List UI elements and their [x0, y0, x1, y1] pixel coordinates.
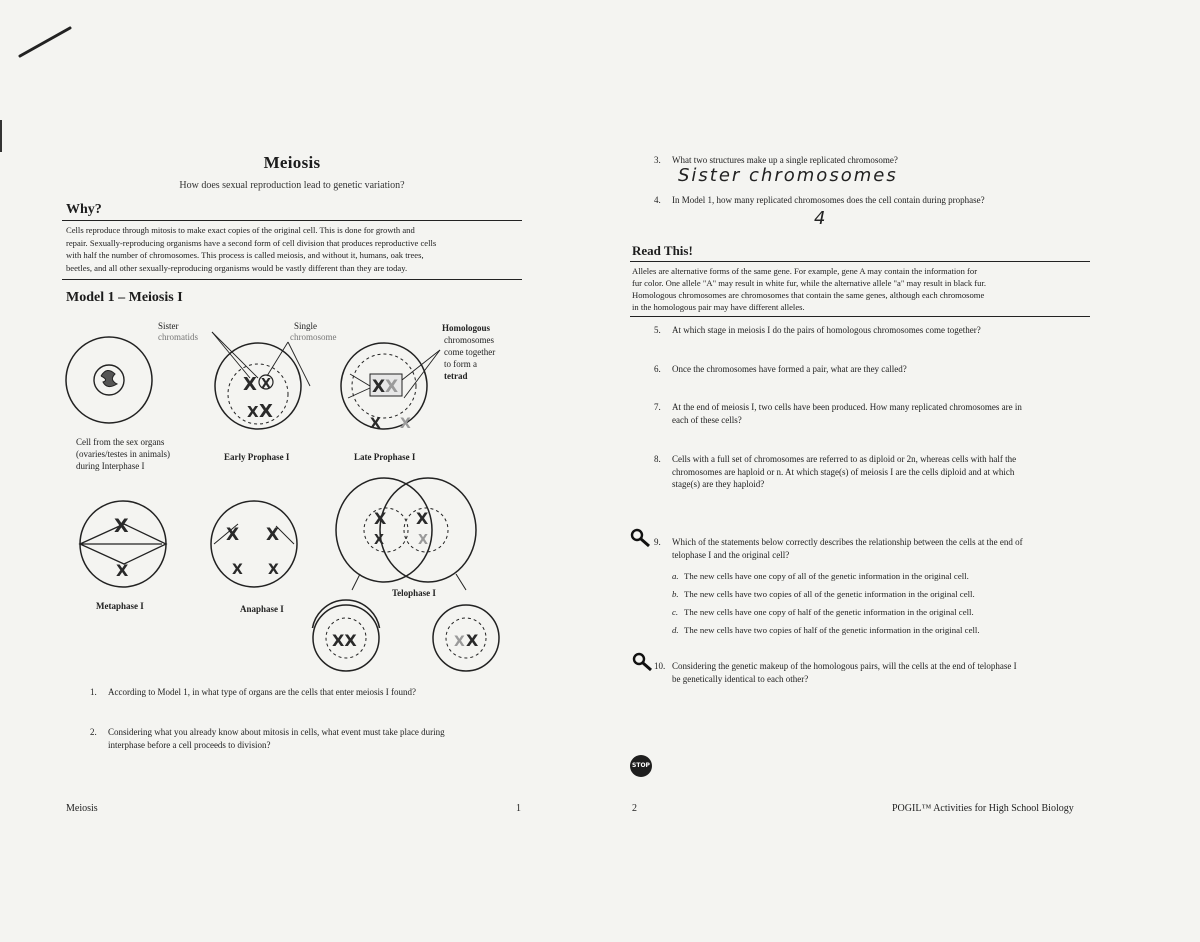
option-letter: b.: [672, 589, 679, 599]
question-number: 6.: [654, 364, 661, 374]
svg-text:X: X: [261, 377, 272, 392]
why-line: with half the number of chromosomes. This process is called meiosis, and without it, humans, oak trees,: [66, 250, 424, 260]
read-this-heading: Read This!: [632, 243, 693, 258]
model-heading: Model 1 – Meiosis I: [66, 290, 183, 305]
read-this-line: fur color. One allele "A" may result in white fur, while the alternative allele "a" may result in black fur.: [632, 278, 986, 288]
question-text: Cells with a full set of chromosomes are referred to as diploid or 2n, whereas cells with half the: [672, 454, 1017, 464]
label-late-prophase: Late Prophase I: [354, 452, 416, 462]
handwritten-answer-3: Sister chromosomes: [678, 165, 898, 186]
svg-text:X: X: [372, 377, 386, 397]
svg-text:XX: XX: [332, 631, 357, 650]
svg-text:X: X: [385, 377, 399, 397]
svg-text:X: X: [268, 562, 279, 578]
question-7: [654, 401, 1090, 426]
question-2: [90, 726, 520, 751]
option-b: [672, 589, 975, 599]
page-edge-mark: [0, 120, 2, 152]
read-this-line: in the homologous pair may have different alleles.: [632, 302, 805, 312]
footer-page-number: 1: [516, 803, 521, 814]
svg-text:X: X: [400, 416, 411, 432]
why-heading: Why?: [66, 202, 102, 217]
anaphase-cell: [211, 501, 297, 587]
question-text-cont: chromosomes are haploid or n. At which stage(s) of meiosis I are the cells diploid and at which: [672, 466, 1015, 477]
label-homologous-2: chromosomes: [444, 335, 494, 345]
option-text: The new cells have one copy of all of the genetic information in the original cell.: [684, 571, 969, 581]
label-early-prophase: Early Prophase I: [224, 452, 290, 462]
question-text-cont: be genetically identical to each other?: [672, 673, 809, 684]
svg-text:X: X: [114, 515, 129, 537]
svg-text:X: X: [374, 533, 385, 548]
question-text: Considering what you already know about mitosis in cells, what event must take place during: [108, 727, 445, 737]
question-text: In Model 1, how many replicated chromosomes does the cell contain during prophase?: [672, 195, 985, 205]
label-chromatids: chromatids: [158, 332, 198, 342]
why-rule-top: [62, 220, 522, 221]
why-line: repair. Sexually-reproducing organisms have a second form of cell division that produces reproductive cells: [66, 237, 437, 248]
daughter-cells: [310, 600, 510, 680]
question-text-cont: each of these cells?: [672, 414, 742, 425]
footer-page-number: 2: [632, 803, 637, 814]
svg-text:X: X: [232, 562, 243, 578]
handwritten-answer-4: 4: [814, 208, 828, 229]
label-homologous-4: to form a: [444, 359, 477, 369]
question-text: At the end of meiosis I, two cells have been produced. How many replicated chromosomes are in: [672, 402, 1022, 412]
question-number: 8.: [654, 454, 661, 464]
read-this-line: Homologous chromosomes are chromosomes that contain the same genes, although each chromosome: [632, 290, 985, 300]
footer-left-label: Meiosis: [66, 803, 98, 814]
option-letter: d.: [672, 625, 679, 635]
option-c: [672, 607, 974, 617]
stop-sign-icon: STOP: [630, 755, 652, 777]
question-text: At which stage in meiosis I do the pairs of homologous chromosomes come together?: [672, 325, 981, 335]
question-number: 2.: [90, 727, 97, 737]
label-tetrad: tetrad: [444, 371, 468, 381]
question-text-cont: telophase I and the original cell?: [672, 549, 790, 560]
page-title: Meiosis: [263, 153, 321, 172]
svg-text:X: X: [466, 631, 479, 650]
read-this-paragraph: [632, 265, 1088, 313]
option-letter: c.: [672, 607, 679, 617]
label-homologous: Homologous: [442, 323, 491, 333]
magnifier-icon: [630, 528, 652, 548]
page-subtitle: How does sexual reproduction lead to genetic variation?: [179, 180, 405, 191]
svg-text:X: X: [116, 561, 129, 580]
why-paragraph: [66, 224, 522, 274]
question-text: Which of the statements below correctly describes the relationship between the cells at the end of: [672, 537, 1023, 547]
question-number: 5.: [654, 325, 661, 335]
interphase-cell: [66, 337, 152, 423]
label-chromosome: chromosome: [290, 332, 337, 342]
label-cell-interphase: during Interphase I: [76, 461, 145, 471]
label-anaphase: Anaphase I: [240, 604, 284, 614]
question-number: 9.: [654, 537, 661, 547]
label-metaphase: Metaphase I: [96, 601, 144, 611]
label-telophase: Telophase I: [392, 588, 436, 598]
question-1: [90, 686, 520, 699]
svg-text:X: X: [454, 634, 465, 650]
telophase-cell: [336, 478, 476, 590]
svg-text:X: X: [416, 509, 429, 528]
svg-text:X: X: [259, 401, 273, 422]
option-letter: a.: [672, 571, 679, 581]
svg-text:X: X: [370, 416, 381, 432]
meiosis-diagram: [62, 318, 522, 628]
option-text: The new cells have one copy of half of the genetic information in the original cell.: [684, 607, 974, 617]
read-this-rule-top: [630, 261, 1090, 262]
label-sister: Sister: [158, 321, 179, 331]
right-page: [630, 0, 1090, 942]
question-number: 3.: [654, 155, 661, 165]
label-single: Single: [294, 321, 318, 331]
option-d: [672, 625, 980, 635]
question-number: 7.: [654, 402, 661, 412]
late-prophase-cell: [341, 343, 440, 432]
question-number: 4.: [654, 195, 661, 205]
question-text-cont: stage(s) are they haploid?: [672, 479, 765, 489]
metaphase-cell: [80, 501, 166, 587]
why-rule-bottom: [62, 279, 522, 280]
read-this-rule-bottom: [630, 316, 1090, 317]
svg-text:X: X: [243, 374, 257, 395]
svg-text:X: X: [418, 533, 429, 548]
footer-right-label: POGIL™ Activities for High School Biology: [892, 803, 1074, 814]
option-text: The new cells have two copies of half of the genetic information in the original cell.: [684, 625, 980, 635]
svg-text:X: X: [266, 525, 280, 545]
label-cell-sex-organs: Cell from the sex organs: [76, 437, 165, 447]
question-text: According to Model 1, in what type of organs are the cells that enter meiosis I found?: [108, 687, 416, 697]
option-text: The new cells have two copies of all of the genetic information in the original cell.: [684, 589, 975, 599]
question-number: 1.: [90, 687, 97, 697]
why-line: beetles, and all other sexually-reproducing organisms would be vastly different than they are today.: [66, 262, 408, 273]
question-text: Considering the genetic makeup of the homologous pairs, will the cells at the end of telophase I: [672, 661, 1017, 671]
question-4: [654, 194, 985, 207]
why-line: Cells reproduce through mitosis to make exact copies of the original cell. This is done for growth and: [66, 225, 415, 235]
question-text: Once the chromosomes have formed a pair, what are they called?: [672, 364, 907, 374]
early-prophase-cell: [212, 332, 310, 429]
svg-text:X: X: [226, 525, 240, 545]
label-homologous-3: come together: [444, 347, 496, 357]
question-text: What two structures make up a single replicated chromosome?: [672, 155, 898, 165]
question-9: [654, 536, 1090, 561]
label-cell-ovaries: (ovaries/testes in animals): [76, 449, 170, 459]
question-text-cont: interphase before a cell proceeds to division?: [108, 739, 271, 750]
magnifier-icon: [632, 652, 654, 672]
svg-text:X: X: [247, 403, 259, 421]
option-a: [672, 571, 969, 581]
question-8: [654, 453, 1090, 491]
question-6: [654, 363, 907, 376]
question-5: [654, 324, 981, 337]
svg-text:X: X: [374, 509, 387, 528]
read-this-line: Alleles are alternative forms of the same gene. For example, gene A may contain the information for: [632, 266, 978, 276]
question-10: [654, 660, 1090, 685]
question-number: 10.: [654, 661, 666, 671]
